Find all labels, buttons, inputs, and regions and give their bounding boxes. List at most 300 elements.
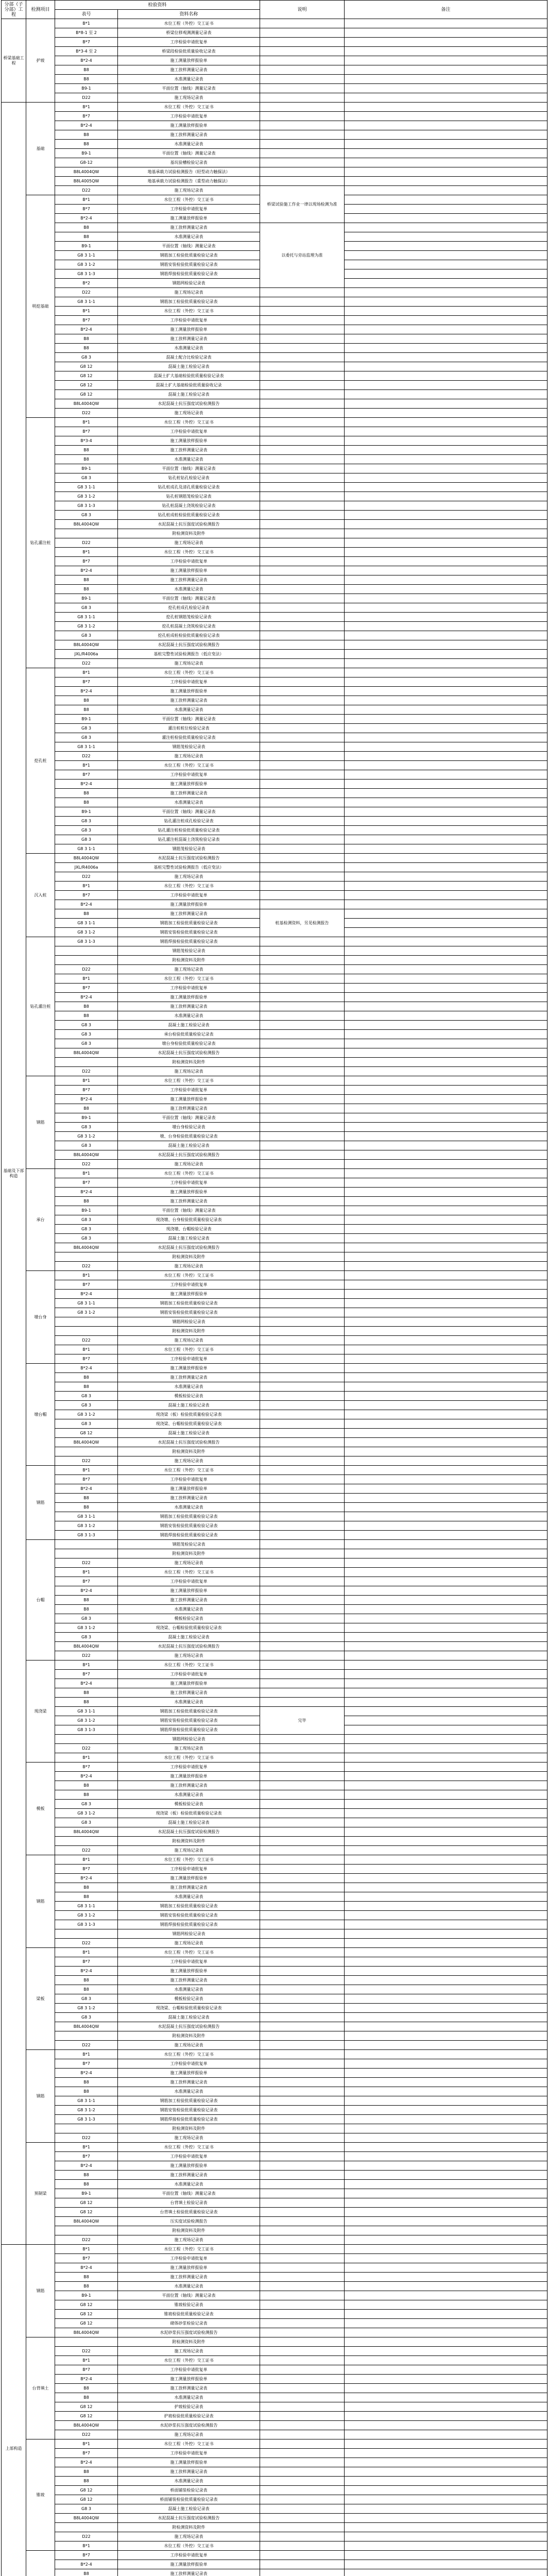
form-number-cell: G8 3 bbox=[55, 1225, 118, 1234]
description-cell bbox=[260, 585, 345, 594]
description-cell: 以委托与旁站监理为准 bbox=[260, 223, 345, 288]
description-cell bbox=[260, 1735, 345, 1744]
table-row bbox=[2, 2291, 547, 2300]
form-number-cell: B*1 bbox=[55, 2541, 118, 2551]
record-name-cell: 钻孔桩成桩检验批质量检验记录表 bbox=[118, 511, 260, 520]
record-name-cell: 附检测资料及附件 bbox=[118, 1252, 260, 1262]
remarks-cell bbox=[345, 2430, 547, 2439]
table-row bbox=[2, 687, 547, 696]
table-row bbox=[2, 2004, 547, 2013]
remarks-cell bbox=[345, 334, 547, 344]
table-row bbox=[2, 1911, 547, 1920]
table-row bbox=[2, 316, 547, 325]
remarks-cell bbox=[345, 1670, 547, 1679]
remarks-cell bbox=[345, 381, 547, 390]
remarks-cell bbox=[345, 529, 547, 538]
remarks-cell bbox=[345, 2041, 547, 2050]
table-row bbox=[2, 696, 547, 705]
remarks-cell bbox=[345, 659, 547, 668]
remarks-cell bbox=[345, 2560, 547, 2569]
record-name-cell: 水位工程（外控）交工证书 bbox=[118, 1855, 260, 1865]
remarks-cell bbox=[345, 1262, 547, 1271]
remarks-cell bbox=[345, 65, 547, 75]
record-name-cell: 施工放样测量记录表 bbox=[118, 1373, 260, 1382]
record-name-cell: 钢筋加工检验批质量检验记录表 bbox=[118, 1902, 260, 1911]
record-name-cell: 护坡检验批质量检验记录表 bbox=[118, 2412, 260, 2421]
record-name-cell: 灌注桩桩位检验记录表 bbox=[118, 724, 260, 733]
description-cell bbox=[260, 2356, 345, 2365]
remarks-cell bbox=[345, 1623, 547, 1633]
remarks-cell bbox=[345, 325, 547, 334]
remarks-cell bbox=[345, 1809, 547, 1818]
remarks-cell bbox=[345, 1744, 547, 1753]
inspection-item-cell: 台帽 bbox=[26, 1540, 55, 1660]
table-row bbox=[2, 548, 547, 557]
table-row bbox=[2, 715, 547, 724]
record-name-cell: 混凝土施工检验记录表 bbox=[118, 1021, 260, 1030]
description-cell bbox=[260, 2449, 345, 2458]
form-number-cell: B*2-4 bbox=[55, 1095, 118, 1104]
form-number-cell: B*7 bbox=[55, 2059, 118, 2069]
record-name-cell: 混凝土施工检验记录表 bbox=[118, 1401, 260, 1410]
form-number-cell: B*2-4 bbox=[55, 687, 118, 696]
table-row bbox=[2, 1132, 547, 1141]
form-number-cell: B*7 bbox=[55, 984, 118, 993]
table-row bbox=[2, 2050, 547, 2059]
description-cell bbox=[260, 130, 345, 140]
table-row bbox=[2, 1039, 547, 1048]
description-cell bbox=[260, 2384, 345, 2393]
remarks-cell bbox=[345, 362, 547, 371]
record-name-cell: 混凝土施工检验记录表 bbox=[118, 2013, 260, 2022]
record-name-cell: 钢筋加工检验批质量检验记录表 bbox=[118, 297, 260, 307]
record-name-cell: 施工测量放样报验单 bbox=[118, 687, 260, 696]
table-row bbox=[2, 1429, 547, 1438]
remarks-cell bbox=[345, 1911, 547, 1920]
form-number-cell: G8 3 1-1 bbox=[55, 844, 118, 854]
table-row bbox=[2, 2198, 547, 2208]
remarks-cell bbox=[345, 1419, 547, 1429]
form-number-cell: B*7 bbox=[55, 1762, 118, 1772]
description-cell bbox=[260, 668, 345, 677]
record-name-cell: 工序检验申请批复单 bbox=[118, 112, 260, 121]
table-row bbox=[2, 65, 547, 75]
description-cell bbox=[260, 1892, 345, 1902]
form-number-cell: B*7 bbox=[55, 770, 118, 779]
record-name-cell: 施工现场记录表 bbox=[118, 965, 260, 974]
form-number-cell: G8 12 bbox=[55, 390, 118, 399]
inspection-table bbox=[1, 0, 547, 2576]
form-number-cell bbox=[55, 1735, 118, 1744]
record-name-cell: 施工现场记录表 bbox=[118, 538, 260, 548]
remarks-cell bbox=[345, 2300, 547, 2310]
table-row bbox=[2, 752, 547, 761]
form-number-cell: G8 3 1-3 bbox=[55, 269, 118, 279]
record-name-cell: 混凝土施工检验记录表 bbox=[118, 1429, 260, 1438]
form-number-cell: B8 bbox=[55, 1494, 118, 1503]
inspection-item-cell: 墩台帽 bbox=[26, 1364, 55, 1466]
remarks-cell bbox=[345, 2495, 547, 2504]
table-row bbox=[2, 1929, 547, 1939]
description-cell bbox=[260, 436, 345, 446]
table-row bbox=[2, 2449, 547, 2458]
form-number-cell: B*1 bbox=[55, 1568, 118, 1577]
table-row bbox=[2, 2495, 547, 2504]
remarks-cell bbox=[345, 2458, 547, 2467]
form-number-cell: B*2-4 bbox=[55, 993, 118, 1002]
record-name-cell: 附检测资料及附件 bbox=[118, 956, 260, 965]
form-number-cell: B8 bbox=[55, 455, 118, 464]
table-row bbox=[2, 2467, 547, 2477]
table-row bbox=[2, 75, 547, 84]
description-cell bbox=[260, 2458, 345, 2467]
description-cell: 完毕 bbox=[260, 1707, 345, 1735]
table-row bbox=[2, 631, 547, 640]
form-number-cell: B*7 bbox=[55, 557, 118, 566]
form-number-cell: B*7 bbox=[55, 205, 118, 214]
remarks-cell bbox=[345, 1447, 547, 1456]
table-row bbox=[2, 1753, 547, 1762]
form-number-cell: B*2-4 bbox=[55, 56, 118, 65]
table-row bbox=[2, 2041, 547, 2050]
table-row bbox=[2, 149, 547, 158]
table-row bbox=[2, 2226, 547, 2235]
remarks-cell bbox=[345, 1364, 547, 1373]
form-number-cell: B8 bbox=[55, 446, 118, 455]
form-number-cell: D22 bbox=[55, 1744, 118, 1753]
description-cell bbox=[260, 807, 345, 817]
record-name-cell: 地基承载力试验检测报告（重型动力触探法） bbox=[118, 177, 260, 186]
description-cell bbox=[260, 2365, 345, 2375]
record-name-cell: 施工现场记录表 bbox=[118, 2235, 260, 2245]
form-number-cell: G8 3 bbox=[55, 1614, 118, 1623]
record-name-cell: 护坡检验记录表 bbox=[118, 2402, 260, 2412]
description-cell bbox=[260, 2412, 345, 2421]
remarks-cell bbox=[345, 56, 547, 65]
remarks-cell bbox=[345, 2310, 547, 2319]
description-cell bbox=[260, 1660, 345, 1670]
form-number-cell: B8L4004QW bbox=[55, 1048, 118, 1058]
form-number-cell: B8 bbox=[55, 2273, 118, 2282]
record-name-cell: 水位工程（外控）交工证书 bbox=[118, 548, 260, 557]
record-name-cell: 钢筋笼检验记录表 bbox=[118, 742, 260, 752]
description-cell bbox=[260, 2347, 345, 2356]
table-row bbox=[2, 1215, 547, 1225]
record-name-cell: 混凝土施工检验记录表 bbox=[118, 362, 260, 371]
record-name-cell: 平面位置（轴线）测量记录表 bbox=[118, 149, 260, 158]
table-row bbox=[2, 2152, 547, 2161]
record-name-cell: 台背填土检验批质量检验记录表 bbox=[118, 2208, 260, 2217]
record-name-cell: 工序检验申请批复单 bbox=[118, 316, 260, 325]
record-name-cell: 锥坡检验批质量检验记录表 bbox=[118, 2310, 260, 2319]
table-row bbox=[2, 1262, 547, 1271]
form-number-cell: B8 bbox=[55, 1011, 118, 1021]
record-name-cell: 水位工程（外控）交工证书 bbox=[118, 1169, 260, 1178]
remarks-cell bbox=[345, 1633, 547, 1642]
description-cell bbox=[260, 1317, 345, 1327]
inspection-item-cell: 挖孔桩 bbox=[26, 668, 55, 854]
table-row bbox=[2, 1336, 547, 1345]
remarks-cell bbox=[345, 1762, 547, 1772]
record-name-cell: 平面位置（轴线）测量记录表 bbox=[118, 715, 260, 724]
record-name-cell: 水泥混凝土抗压强度试验检测报告 bbox=[118, 640, 260, 650]
record-name-cell: 施工测量放样报验单 bbox=[118, 1772, 260, 1781]
form-number-cell: B*1 bbox=[55, 307, 118, 316]
table-row bbox=[2, 2439, 547, 2449]
description-cell bbox=[260, 2087, 345, 2096]
record-name-cell: 钻孔灌注桩成孔检验记录表 bbox=[118, 817, 260, 826]
form-number-cell: G8 3 bbox=[55, 473, 118, 483]
table-row bbox=[2, 2504, 547, 2514]
form-number-cell: G8 3 1-2 bbox=[55, 1308, 118, 1317]
form-number-cell: B*7 bbox=[55, 427, 118, 436]
record-name-cell: 地基承载力试验检测报告（轻型动力触探法） bbox=[118, 167, 260, 177]
record-name-cell: 模板检验记录表 bbox=[118, 1800, 260, 1809]
form-number-cell: B*2 bbox=[55, 279, 118, 288]
record-name-cell: 施工放样测量记录表 bbox=[118, 1596, 260, 1605]
table-row bbox=[2, 817, 547, 826]
description-cell bbox=[260, 177, 345, 186]
remarks-cell bbox=[345, 1614, 547, 1623]
remarks-cell bbox=[345, 2541, 547, 2551]
table-body bbox=[2, 19, 547, 2576]
record-name-cell: 工序检验申请批复单 bbox=[118, 984, 260, 993]
table-row bbox=[2, 1308, 547, 1317]
form-number-cell: B*2-4 bbox=[55, 900, 118, 909]
record-name-cell: 工序检验申请批复单 bbox=[118, 2551, 260, 2560]
description-cell bbox=[260, 872, 345, 882]
table-row bbox=[2, 1104, 547, 1113]
record-name-cell: 施工现场记录表 bbox=[118, 2347, 260, 2356]
table-row bbox=[2, 2087, 547, 2096]
form-number-cell: G8 3 bbox=[55, 1401, 118, 1410]
remarks-cell bbox=[345, 2115, 547, 2124]
remarks-cell bbox=[345, 418, 547, 427]
remarks-cell bbox=[345, 1577, 547, 1586]
form-number-cell: G8 3 bbox=[55, 826, 118, 835]
table-row bbox=[2, 946, 547, 956]
record-name-cell: 混凝土扩大基础检验批质量验收记录 bbox=[118, 381, 260, 390]
form-number-cell: B8 bbox=[55, 140, 118, 149]
remarks-cell bbox=[345, 696, 547, 705]
remarks-cell bbox=[345, 492, 547, 501]
table-row bbox=[2, 2356, 547, 2365]
form-number-cell: G8 3 bbox=[55, 1141, 118, 1150]
remarks-cell bbox=[345, 2106, 547, 2115]
record-name-cell: 施工现场记录表 bbox=[118, 2041, 260, 2050]
remarks-cell bbox=[345, 344, 547, 353]
record-name-cell: 施工现场记录表 bbox=[118, 2532, 260, 2541]
form-number-cell: B8 bbox=[55, 130, 118, 140]
division-cell: 桥梁基础工程 bbox=[2, 19, 26, 103]
description-cell bbox=[260, 2514, 345, 2523]
remarks-cell bbox=[345, 566, 547, 575]
description-cell bbox=[260, 1030, 345, 1039]
remarks-cell bbox=[345, 1188, 547, 1197]
remarks-cell bbox=[345, 882, 547, 891]
record-name-cell: 水准测量记录表 bbox=[118, 1985, 260, 1994]
form-number-cell: B8L4004QW bbox=[55, 167, 118, 177]
form-number-cell: G8 3 bbox=[55, 1800, 118, 1809]
remarks-cell bbox=[345, 75, 547, 84]
table-row bbox=[2, 103, 547, 112]
description-cell bbox=[260, 464, 345, 473]
form-number-cell: G8 3 1-3 bbox=[55, 937, 118, 946]
remarks-cell bbox=[345, 2069, 547, 2078]
record-name-cell: 钢筋安装检验批质量检验记录表 bbox=[118, 928, 260, 937]
description-cell bbox=[260, 307, 345, 316]
description-cell bbox=[260, 2217, 345, 2226]
remarks-cell bbox=[345, 483, 547, 492]
form-number-cell: B*7 bbox=[55, 38, 118, 47]
form-number-cell: G8 3 1-1 bbox=[55, 613, 118, 622]
remarks-cell bbox=[345, 1086, 547, 1095]
record-name-cell: 工序检验申请批复单 bbox=[118, 2449, 260, 2458]
record-name-cell: 施工现场记录表 bbox=[118, 93, 260, 103]
remarks-cell bbox=[345, 2282, 547, 2291]
record-name-cell: 钢筋加工检验批质量检验记录表 bbox=[118, 1512, 260, 1521]
remarks-cell bbox=[345, 2319, 547, 2328]
record-name-cell: 工序检验申请批复单 bbox=[118, 557, 260, 566]
form-number-cell: G8 3 1-2 bbox=[55, 1809, 118, 1818]
description-cell bbox=[260, 1633, 345, 1642]
description-cell bbox=[260, 2254, 345, 2263]
form-number-cell: G8 3 1-2 bbox=[55, 1911, 118, 1920]
remarks-cell bbox=[345, 891, 547, 900]
remarks-cell bbox=[345, 2402, 547, 2412]
remarks-cell bbox=[345, 1280, 547, 1290]
record-name-cell: 钢筋笼检验记录表 bbox=[118, 844, 260, 854]
remarks-cell bbox=[345, 511, 547, 520]
remarks-cell bbox=[345, 436, 547, 446]
form-number-cell: B*7 bbox=[55, 677, 118, 687]
record-name-cell: 工序检验申请批复单 bbox=[118, 1280, 260, 1290]
table-row bbox=[2, 158, 547, 167]
table-row bbox=[2, 1865, 547, 1874]
table-row bbox=[2, 38, 547, 47]
form-number-cell bbox=[55, 1447, 118, 1456]
record-name-cell: 施工放样测量记录表 bbox=[118, 2384, 260, 2393]
table-row bbox=[2, 900, 547, 909]
form-number-cell: D22 bbox=[55, 1336, 118, 1345]
table-row bbox=[2, 1531, 547, 1540]
table-row bbox=[2, 659, 547, 668]
form-number-cell: B*7 bbox=[55, 1475, 118, 1484]
form-number-cell: G8 3 1-2 bbox=[55, 492, 118, 501]
record-name-cell: 施工现场记录表 bbox=[118, 1336, 260, 1345]
description-cell bbox=[260, 2263, 345, 2273]
form-number-cell: G8 12 bbox=[55, 381, 118, 390]
remarks-cell bbox=[345, 2551, 547, 2560]
form-number-cell: B*7 bbox=[55, 2449, 118, 2458]
form-number-cell: B*7 bbox=[55, 1670, 118, 1679]
record-name-cell: 水泥混凝土抗压强度试验检测报告 bbox=[118, 2514, 260, 2523]
form-number-cell bbox=[55, 1929, 118, 1939]
table-row bbox=[2, 334, 547, 344]
record-name-cell: 施工放样测量记录表 bbox=[118, 2569, 260, 2576]
remarks-cell bbox=[345, 2421, 547, 2430]
record-name-cell: 水泥砂浆抗压强度试验检测报告 bbox=[118, 2328, 260, 2337]
record-name-cell: 钻孔桩钻孔检验记录表 bbox=[118, 473, 260, 483]
form-number-cell: B8 bbox=[55, 909, 118, 919]
table-row bbox=[2, 761, 547, 770]
remarks-cell bbox=[345, 2569, 547, 2576]
description-cell bbox=[260, 2486, 345, 2495]
description-cell bbox=[260, 1169, 345, 1178]
remarks-cell bbox=[345, 1558, 547, 1568]
description-cell bbox=[260, 2069, 345, 2078]
form-number-cell: B8 bbox=[55, 1790, 118, 1800]
inspection-item-cell: 钢筋 bbox=[26, 2245, 55, 2337]
inspection-item-cell: 基础 bbox=[26, 103, 55, 195]
remarks-cell bbox=[345, 1985, 547, 1994]
record-name-cell: 水位工程（外控）交工证书 bbox=[118, 103, 260, 112]
record-name-cell: 墩台身检验批质量检验记录表 bbox=[118, 1039, 260, 1048]
description-cell bbox=[260, 2235, 345, 2245]
description-cell bbox=[260, 1698, 345, 1707]
form-number-cell: B8L4004QW bbox=[55, 1438, 118, 1447]
remarks-cell bbox=[345, 1410, 547, 1419]
form-number-cell: B*7 bbox=[55, 316, 118, 325]
record-name-cell: 施工放样测量记录表 bbox=[118, 575, 260, 585]
form-number-cell: B*3-4 bbox=[55, 436, 118, 446]
table-row bbox=[2, 1558, 547, 1568]
form-number-cell: B9-1 bbox=[55, 807, 118, 817]
record-name-cell: 附检测资料及附件 bbox=[118, 2337, 260, 2347]
form-number-cell: D22 bbox=[55, 288, 118, 297]
record-name-cell: 钻孔灌注桩检验批质量检验记录表 bbox=[118, 826, 260, 835]
remarks-cell bbox=[345, 1531, 547, 1540]
record-name-cell: 钢筋焊接检验批质量检验记录表 bbox=[118, 269, 260, 279]
description-cell bbox=[260, 1596, 345, 1605]
record-name-cell: 平面位置（轴线）测量记录表 bbox=[118, 2291, 260, 2300]
table-row bbox=[2, 1373, 547, 1382]
record-name-cell: 基桩完整性试验检测报告（低应变法） bbox=[118, 650, 260, 659]
form-number-cell: D22 bbox=[55, 186, 118, 195]
form-number-cell: B8L4004QW bbox=[55, 2421, 118, 2430]
remarks-cell bbox=[345, 668, 547, 677]
remarks-cell bbox=[345, 2198, 547, 2208]
record-name-cell: 附检测资料及附件 bbox=[118, 1447, 260, 1456]
remarks-cell bbox=[345, 1095, 547, 1104]
description-cell bbox=[260, 1262, 345, 1271]
record-name-cell: 施工放样测量记录表 bbox=[118, 1688, 260, 1698]
record-name-cell: 现浇墩、台帽检验记录表 bbox=[118, 1225, 260, 1234]
record-name-cell: 混凝土扩大基础检验批质量检验记录表 bbox=[118, 371, 260, 381]
remarks-cell bbox=[345, 464, 547, 473]
remarks-cell bbox=[345, 1169, 547, 1178]
remarks-cell bbox=[345, 1846, 547, 1855]
table-row bbox=[2, 1354, 547, 1364]
form-number-cell: G8 3 1-2 bbox=[55, 2004, 118, 2013]
table-row bbox=[2, 2096, 547, 2106]
table-row bbox=[2, 789, 547, 798]
description-cell bbox=[260, 826, 345, 835]
remarks-cell bbox=[345, 1651, 547, 1660]
table-row bbox=[2, 891, 547, 900]
table-row bbox=[2, 854, 547, 863]
remarks-cell bbox=[345, 130, 547, 140]
table-row bbox=[2, 2106, 547, 2115]
form-number-cell: B*2-4 bbox=[55, 2263, 118, 2273]
description-cell bbox=[260, 761, 345, 770]
form-number-cell: G8 3 1-2 bbox=[55, 1521, 118, 1531]
record-name-cell: 混凝土施工检验记录表 bbox=[118, 2504, 260, 2514]
record-name-cell: 水位工程（外控）交工证书 bbox=[118, 418, 260, 427]
form-number-cell: G8 3 1-1 bbox=[55, 1512, 118, 1521]
description-cell bbox=[260, 1466, 345, 1475]
table-row bbox=[2, 1456, 547, 1466]
